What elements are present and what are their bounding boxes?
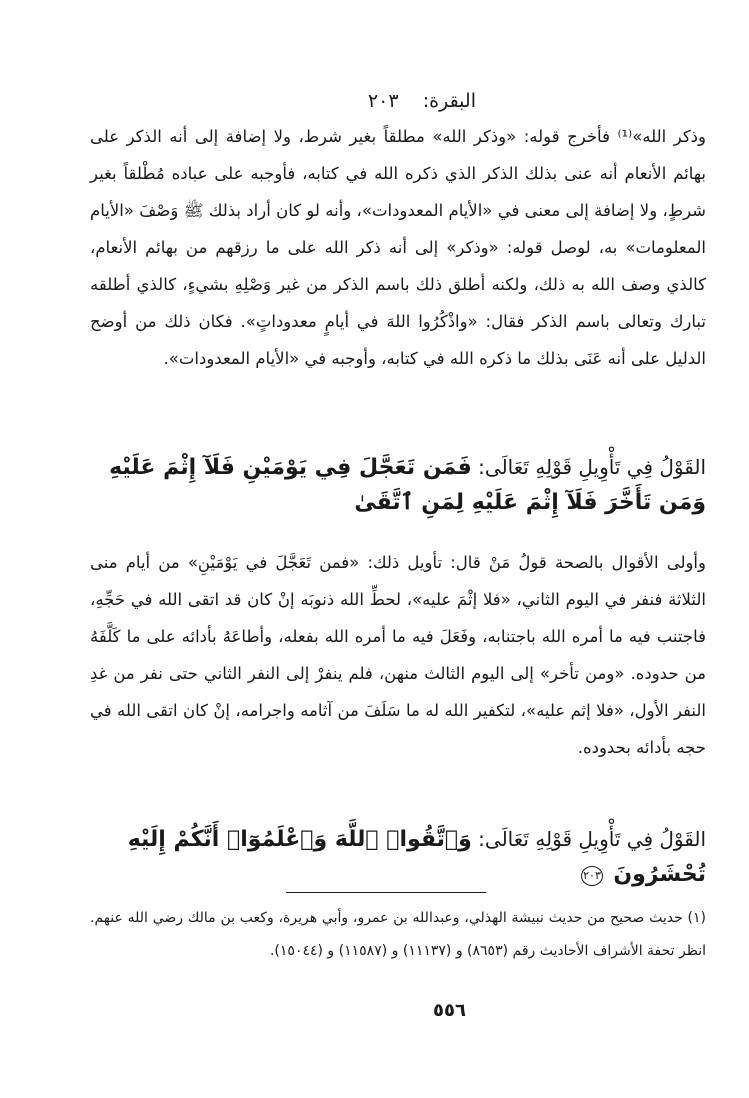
page-number: ٥٥٦ xyxy=(433,1000,466,1021)
heading-verse-part1: فَمَن تَعَجَّلَ فِي يَوْمَيْنِ فَلَآ إِثْمَ عَلَيْهِ xyxy=(109,455,472,480)
section-heading-2 xyxy=(90,822,706,892)
section-heading xyxy=(90,450,706,520)
paragraph-text: وأولى الأقوال بالصحة قولُ مَنْ قال: تأويل ذلك: «فمن تَعَجَّلَ في يَوْمَيْنِ» من أيام منى الثلاثة فنفر في اليوم الثاني، «فلا إثْمَ عليه»، لحطِّ الله ذنوبَه إنْ كان قد اتقى الله في حَجِّهِ، فاجتنب فيه ما أمره الله باجتنابه، وفَعَلَ فيه ما أمره الله بفعله، وأطاعَهُ بأدائه على ما كَلَّفَهُ من حدوده. «ومن تأخر» إلى اليوم الثالث منهن، فلم ينفرْ إلى النفر الثاني حتى نفر من غدِ النفر الأول، «فلا إثم عليه»، لتكفير الله له ما سَلَفَ من آثامه واجرامه، إنْ كان اتقى الله في حجه بأدائه بحدوده. xyxy=(90,553,706,757)
verse-number-marker: ٢٠٣ xyxy=(581,866,603,886)
heading-lead: القَوْلُ فِي تَأْوِيلِ قَوْلِهِ تَعَالَى: xyxy=(478,455,706,479)
footnote-divider xyxy=(286,892,486,893)
footnote: (١) حديث صحيح من حديث نبيشة الهذلي، وعبدالله بن عمرو، وأبي هريرة، وكعب بن مالك رضي الله عنهم. انظر تحفة الأشراف الأحاديث رقم (٨٦٥٣) و (١١١٣٧) و (١١٥٨٧) و (١٥٠٤٤). xyxy=(90,910,706,959)
paragraph-text: وذكر الله»⁽¹⁾ فأخرج قوله: «وذكر الله» مطلقاً بغير شرط، ولا إضافة إلى أنه الذكر على بهائم الأنعام أنه عنى بذلك الذكر الذي ذكره الله في كتابه، فأوجبه على عباده مُطْلقاً بغير شرطٍ، ولا إضافة إلى معنى في «الأيام المعدودات»، وأنه لو كان أراد بذلك ﷺ وَصْفَ «الأيام المعلومات» به، لوصل قوله: «وذكر» إلى أنه ذكر الله على ما رزقهم من بهائم الأنعام، كالذي وصف الله به ذلك، ولكنه أطلق ذلك باسم الذكر من غير وَصْلِهِ بشيءٍ، كالذي أطلقه تبارك وتعالى باسم الذكر فقال: «واذْكُرُوا اللهَ في أيامٍ معدوداتٍ». فكان ذلك من أوضح الدليل على أنه عَنَى بذلك ما ذكره الله في كتابه، وأوجبه في «الأيام المعدودات». xyxy=(90,127,706,368)
surah-name: البقرة: xyxy=(422,90,476,112)
heading-verse-part2: تُحْشَرُونَ xyxy=(613,862,706,887)
second-paragraph xyxy=(90,544,706,766)
running-header xyxy=(368,90,476,112)
book-page xyxy=(90,0,706,1098)
heading-verse-part2: وَمَن تَأَخَّرَ فَلَآ إِثْمَ عَلَيْهِ لِمَنِ ٱتَّقَىٰ xyxy=(354,490,706,515)
heading-verse-part1: وَٱتَّقُوا۟ ٱللَّهَ وَٱعْلَمُوٓا۟ أَنَّكُمْ إِلَيْهِ xyxy=(127,827,472,852)
header-verse-number: ٢٠٣ xyxy=(367,90,399,112)
main-paragraph xyxy=(90,118,706,377)
heading-lead: القَوْلُ فِي تَأْوِيلِ قَوْلِهِ تَعَالَى: xyxy=(478,827,706,851)
